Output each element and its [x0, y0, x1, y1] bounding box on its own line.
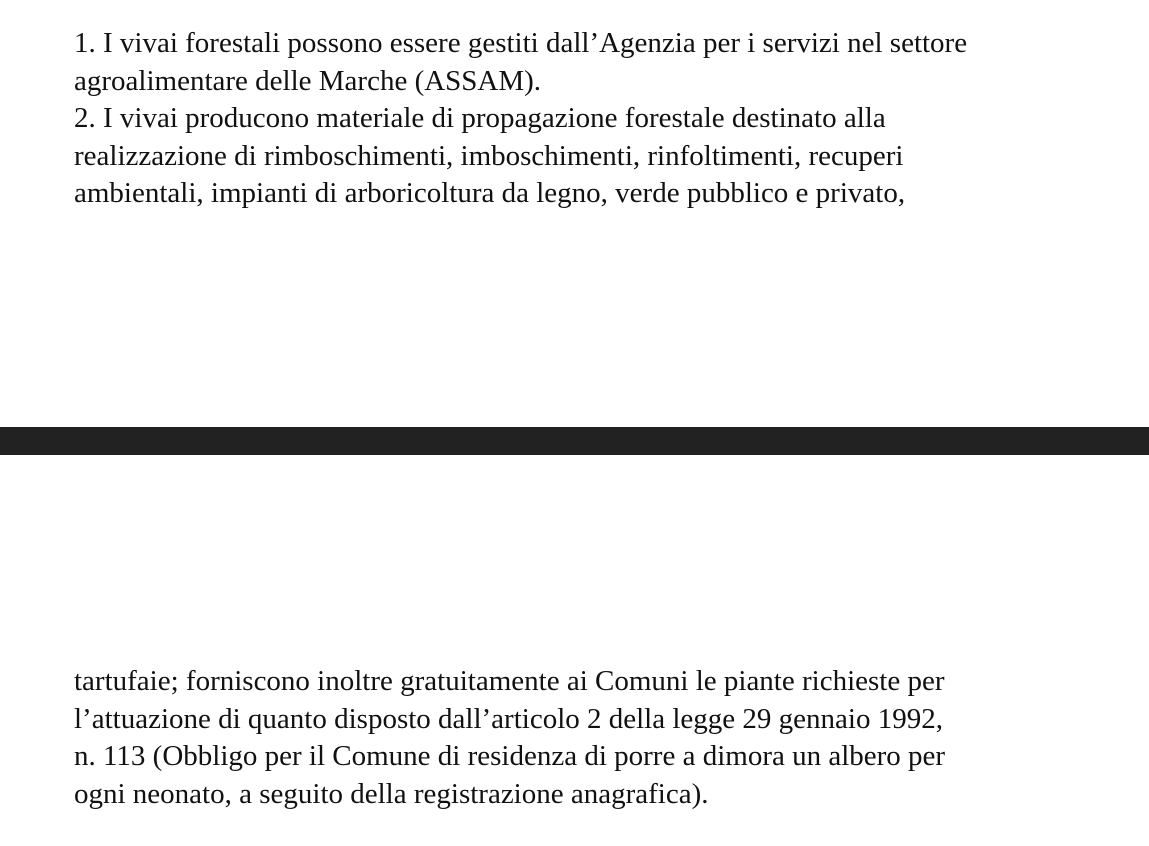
text-line: 1. I vivai forestali possono essere gestiti dall’Agenzia per i servizi nel settore — [74, 27, 968, 59]
text-line: tartufaie; forniscono inoltre gratuitamente ai Comuni le piante richieste per — [74, 665, 945, 697]
text-line: agroalimentare delle Marche (ASSAM). — [74, 64, 542, 97]
text-line: realizzazione di rimboschimenti, imboschimenti, rinfoltimenti, recuperi — [74, 139, 904, 172]
text-line: ogni neonato, a seguito della registrazione anagrafica). — [74, 777, 709, 810]
text-line: ambientali, impianti di arboricoltura da legno, verde pubblico e privato, — [74, 177, 906, 209]
top-text-block — [74, 25, 1084, 213]
text-line: n. 113 (Obbligo per il Comune di residenza di porre a dimora un albero per — [74, 740, 946, 772]
page-separator — [0, 427, 1149, 455]
bottom-text-block — [74, 663, 1084, 813]
text-line: l’attuazione di quanto disposto dall’articolo 2 della legge 29 gennaio 1992, — [74, 702, 943, 735]
text-line: 2. I vivai producono materiale di propagazione forestale destinato alla — [74, 102, 886, 134]
